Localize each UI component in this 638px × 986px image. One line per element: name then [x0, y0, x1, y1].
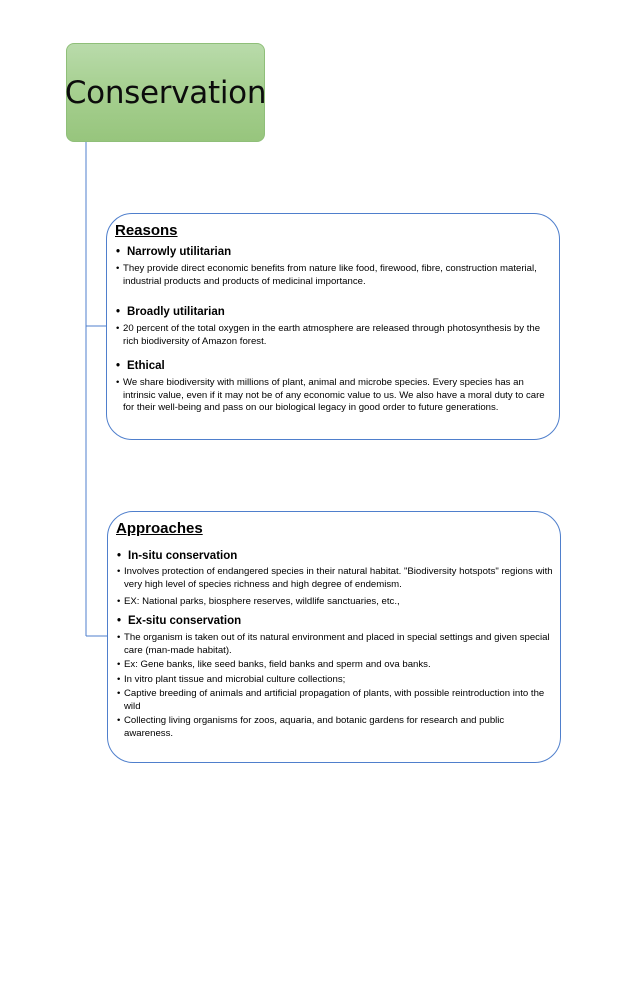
approach-ex-situ-point: • Captive breeding of animals and artificial propagation of plants, with possible reintroduction into the wild: [117, 688, 545, 712]
approach-ex-situ-point: • In vitro plant tissue and microbial culture collections;: [117, 674, 346, 685]
root-title: Conservation: [64, 74, 267, 111]
approach-in-situ-point: • EX: National parks, biosphere reserves, wildlife sanctuaries, etc.,: [117, 596, 400, 607]
reason-broadly-utilitarian-title: • Broadly utilitarian: [116, 306, 225, 318]
reason-ethical-point: • We share biodiversity with millions of plant, animal and microbe species. Every species has an intrinsic value, even if it may not be of any economic value to us. We also have a moral duty to care for their well-being and pass on our biological legacy in good order to future generations.: [116, 377, 545, 413]
approach-ex-situ-point: • Collecting living organisms for zoos, aquaria, and botanic gardens for research and public awareness.: [117, 715, 505, 739]
approaches-card: [107, 511, 561, 763]
reasons-heading: Reasons: [115, 222, 178, 239]
reason-narrowly-utilitarian-title: • Narrowly utilitarian: [116, 246, 232, 258]
reason-broadly-utilitarian-point: • 20 percent of the total oxygen in the earth atmosphere are released through photosynthesis by the rich biodiversity of Amazon forest.: [116, 323, 541, 347]
approach-ex-situ-point: • Ex: Gene banks, like seed banks, field banks and sperm and ova banks.: [117, 659, 431, 670]
approach-ex-situ-point: • The organism is taken out of its natural environment and placed in special settings and given special care (man-made habitat).: [117, 632, 550, 656]
reason-ethical-title: • Ethical: [116, 360, 165, 372]
approaches-heading: Approaches: [116, 520, 203, 537]
approach-in-situ-title: • In-situ conservation: [117, 550, 238, 562]
reason-narrowly-utilitarian-point: • They provide direct economic benefits from nature like food, firewood, fibre, construction material, industrial products and products of medicinal importance.: [116, 263, 537, 287]
reasons-card: [106, 213, 560, 440]
root-node-conservation: [66, 43, 265, 142]
approach-ex-situ-title: • Ex-situ conservation: [117, 615, 242, 627]
approach-in-situ-point: • Involves protection of endangered species in their natural habitat. "Biodiversity hotspots" regions with very high level of species richness and high degree of endemism.: [117, 566, 553, 590]
